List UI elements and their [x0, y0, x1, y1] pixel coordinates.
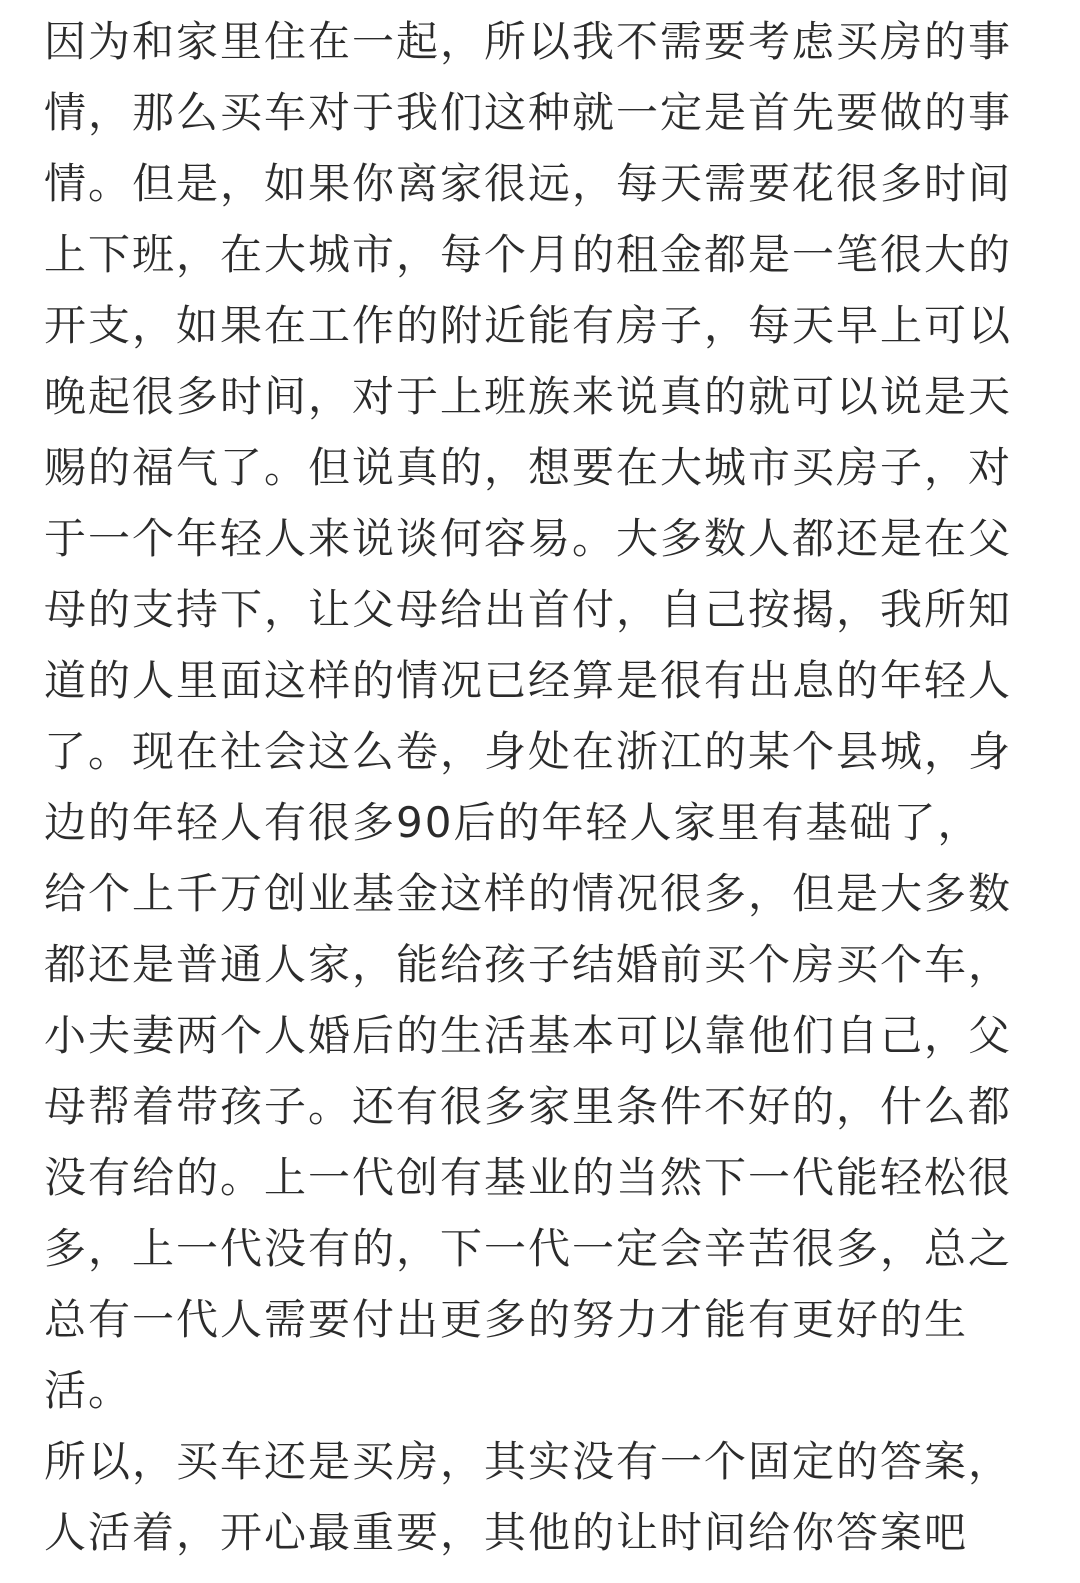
- text-line: 道的人里面这样的情况已经算是很有出息的年轻人: [44, 656, 1013, 705]
- text-line: 晚起很多时间，对于上班族来说真的就可以说是天: [44, 372, 1013, 421]
- text-line: 情，那么买车对于我们这种就一定是首先要做的事: [44, 88, 1013, 137]
- text-line: 都还是普通人家，能给孩子结婚前买个房买个车，: [44, 940, 1013, 989]
- text-line: 多，上一代没有的，下一代一定会辛苦很多，总之: [44, 1224, 1013, 1273]
- text-line: 没有给的。上一代创有基业的当然下一代能轻松很: [44, 1153, 1013, 1202]
- text-line: 所以，买车还是买房，其实没有一个固定的答案，: [44, 1437, 1013, 1486]
- text-line: 小夫妻两个人婚后的生活基本可以靠他们自己，父: [44, 1011, 1013, 1060]
- text-line: 边的年轻人有很多90后的年轻人家里有基础了，: [44, 798, 982, 847]
- text-line: 母的支持下，让父母给出首付，自己按揭，我所知: [44, 585, 1013, 634]
- text-line: 总有一代人需要付出更多的努力才能有更好的生: [44, 1295, 969, 1344]
- text-line: 情。但是，如果你离家很远，每天需要花很多时间: [44, 159, 1013, 208]
- text-line: 因为和家里住在一起，所以我不需要考虑买房的事: [44, 17, 1013, 66]
- article-text: [44, 6, 1054, 1568]
- text-line: 人活着，开心最重要，其他的让时间给你答案吧: [44, 1508, 969, 1557]
- text-line: 上下班，在大城市，每个月的租金都是一笔很大的: [44, 230, 1013, 279]
- text-line: 给个上千万创业基金这样的情况很多，但是大多数: [44, 869, 1013, 918]
- text-line: 开支，如果在工作的附近能有房子，每天早上可以: [44, 301, 1013, 350]
- text-line: 赐的福气了。但说真的，想要在大城市买房子，对: [44, 443, 1013, 492]
- text-line: 于一个年轻人来说谈何容易。大多数人都还是在父: [44, 514, 1013, 563]
- text-line: 活。: [44, 1366, 133, 1415]
- text-line: 了。现在社会这么卷，身处在浙江的某个县城，身: [44, 727, 1013, 776]
- text-line: 母帮着带孩子。还有很多家里条件不好的，什么都: [44, 1082, 1013, 1131]
